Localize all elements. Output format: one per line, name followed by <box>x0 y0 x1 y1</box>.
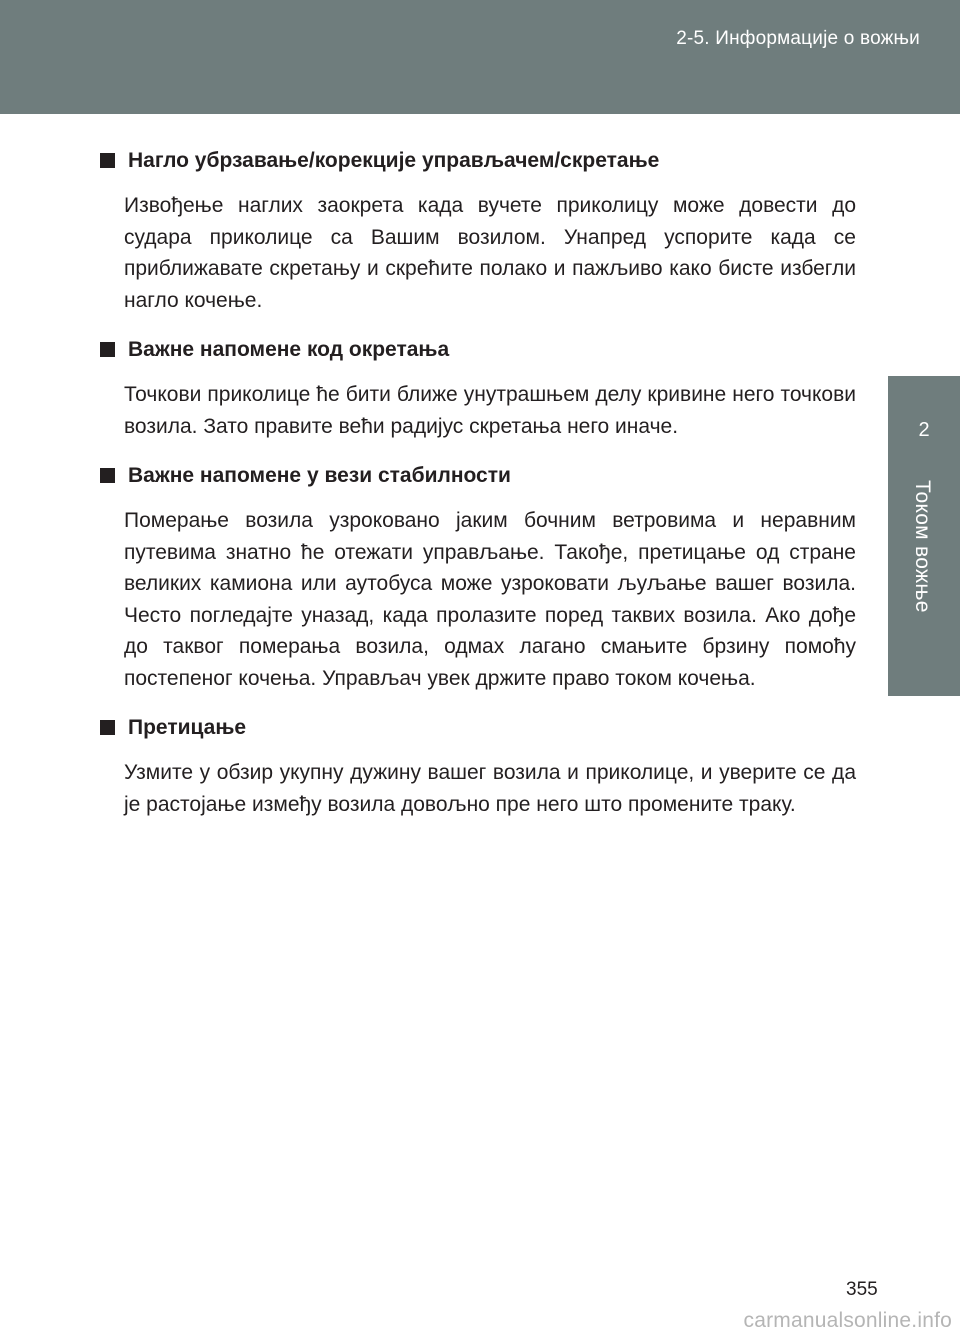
page-number: 355 <box>846 1279 878 1300</box>
section-paragraph: Точкови приколице ће бити ближе унутрашњем делу кривине него точкови возила. Зато правите већи радијус скретања него иначе. <box>124 383 856 438</box>
section-sudden-maneuvers <box>100 146 856 316</box>
chapter-label: Током вожње <box>911 480 934 613</box>
section-heading <box>100 461 856 491</box>
section-paragraph: Узмите у обзир укупну дужину вашег возила и приколице, и уверите се да је растојање између возила довољно пре него што промените траку. <box>124 761 856 816</box>
section-turning-notes <box>100 335 856 442</box>
chapter-label-tab <box>888 466 960 696</box>
section-stability-notes <box>100 461 856 694</box>
section-heading <box>100 713 856 743</box>
section-heading <box>100 335 856 365</box>
chapter-number-tab: 2 <box>888 376 960 466</box>
heading-text: Нагло убрзавање/корекције управљачем/скретање <box>128 149 660 172</box>
square-bullet-icon <box>100 342 115 357</box>
section-overtaking <box>100 713 856 820</box>
square-bullet-icon <box>100 468 115 483</box>
header-band <box>0 0 960 114</box>
heading-text: Претицање <box>128 716 247 739</box>
square-bullet-icon <box>100 720 115 735</box>
heading-text: Важне напомене у вези стабилности <box>128 464 511 487</box>
section-paragraph: Померање возила узроковано јаким бочним ветровима и неравним путевима знатно ће отежати управљање. Такође, претицање од стране великих камиона или аутобуса може узроковати љуљање вашег возила. Често погледајте уназад, када пролазите поред таквих возила. Ако дође до таквог померања возила, одмах лагано смањите брзину помоћу постепеног кочења. Управљач увек држите право током кочења. <box>124 509 856 690</box>
section-heading <box>100 146 856 176</box>
square-bullet-icon <box>100 153 115 168</box>
section-title: 2-5. Информације о вожњи <box>676 28 920 49</box>
section-paragraph: Извођење наглих заокрета када вучете приколицу може довести до судара приколице са Вашим возилом. Унапред успорите када се приближавате скретању и скрећите полако и пажљиво како бисте избегли нагло кочење. <box>124 194 856 312</box>
watermark: carmanualsonline.info <box>743 1309 952 1332</box>
main-content <box>100 146 856 839</box>
heading-text: Важне напомене код окретања <box>128 338 450 361</box>
